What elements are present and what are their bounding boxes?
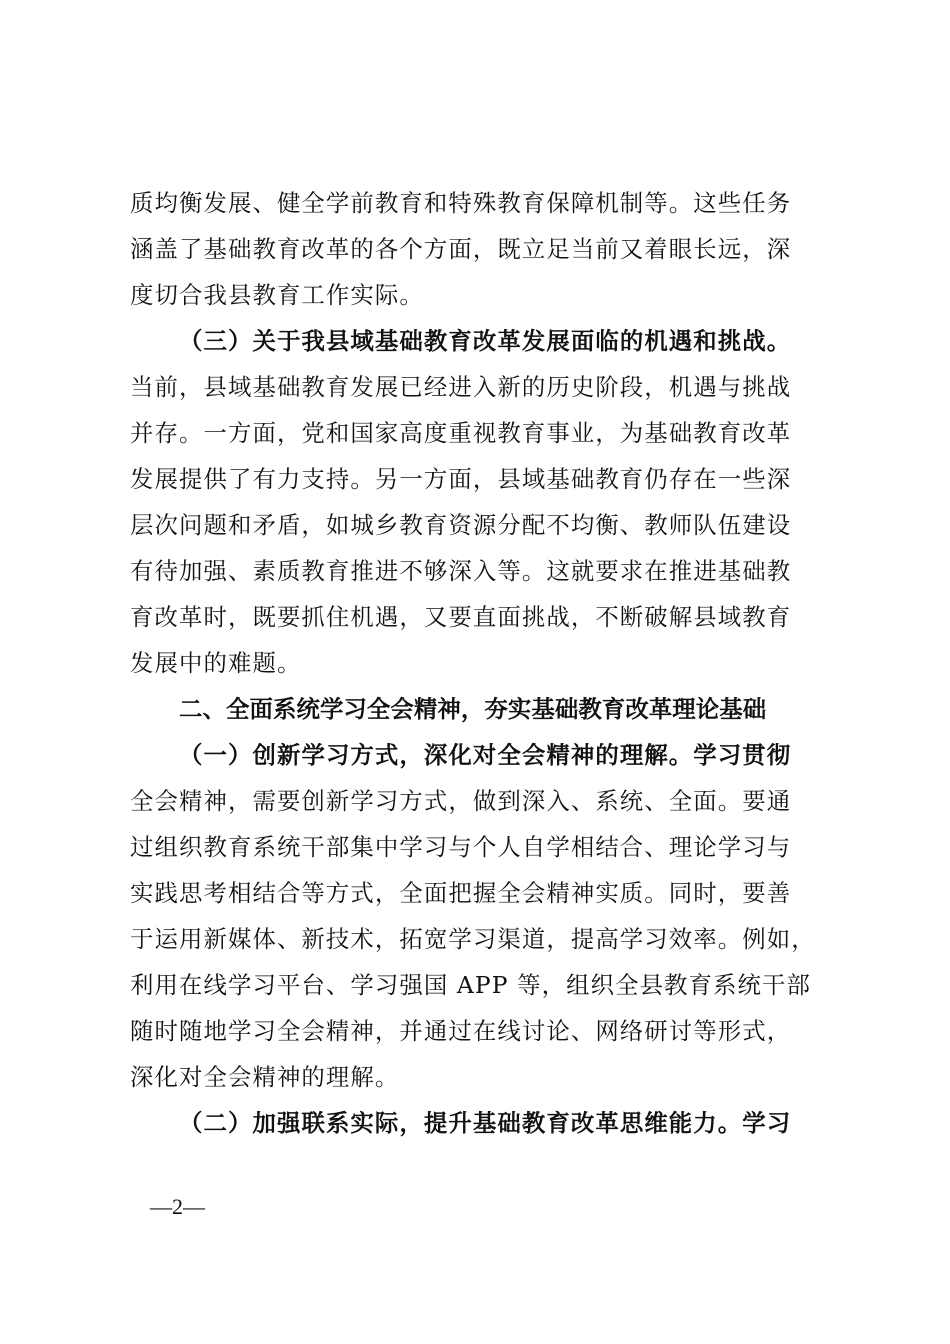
subsection-heading-1 [130,732,820,778]
body-line: 并存。一方面，党和国家高度重视教育事业，为基础教育改革 [130,419,792,447]
document-body [130,180,820,1146]
subsection-heading-text: （二）加强联系实际，提升基础教育改革思维能力。学习 [179,1109,792,1137]
body-line: 有待加强、素质教育推进不够深入等。这就要求在推进基础教 [130,557,792,585]
body-line: 实践思考相结合等方式，全面把握全会精神实质。同时，要善 [130,879,792,907]
body-line: 涵盖了基础教育改革的各个方面，既立足当前又着眼长远，深 [130,235,792,263]
body-line: 层次问题和矛盾，如城乡教育资源分配不均衡、教师队伍建设 [130,511,792,539]
body-line: 发展提供了有力支持。另一方面，县域基础教育仍存在一些深 [130,465,792,493]
section-heading-text: 二、全面系统学习全会精神，夯实基础教育改革理论基础 [179,695,767,723]
body-line: 育改革时，既要抓住机遇，又要直面挑战，不断破解县域教育 [130,603,792,631]
body-line: 质均衡发展、健全学前教育和特殊教育保障机制等。这些任务 [130,189,792,217]
section-heading-2 [130,686,820,732]
subsection-heading-2 [130,1100,820,1146]
body-line: 于运用新媒体、新技术，拓宽学习渠道，提高学习效率。例如， [130,925,816,953]
body-line: 当前，县域基础教育发展已经进入新的历史阶段，机遇与挑战 [130,373,792,401]
body-line: 利用在线学习平台、学习强国 APP 等，组织全县教育系统干部 [130,971,812,999]
body-line: 深化对全会精神的理解。 [130,1063,400,1091]
body-line: 过组织教育系统干部集中学习与个人自学相结合、理论学习与 [130,833,792,861]
subsection-heading-3 [130,318,820,364]
body-line: 度切合我县教育工作实际。 [130,281,424,309]
body-line: 随时随地学习全会精神，并通过在线讨论、网络研讨等形式， [130,1017,792,1045]
subsection-heading-text: （一）创新学习方式，深化对全会精神的理解。学习贯彻 [179,741,792,769]
body-line: 全会精神，需要创新学习方式，做到深入、系统、全面。要通 [130,787,792,815]
body-line: 发展中的难题。 [130,649,302,677]
subsection-heading-text: （三）关于我县域基础教育改革发展面临的机遇和挑战。 [179,327,792,355]
page-number: —2— [150,1194,205,1219]
